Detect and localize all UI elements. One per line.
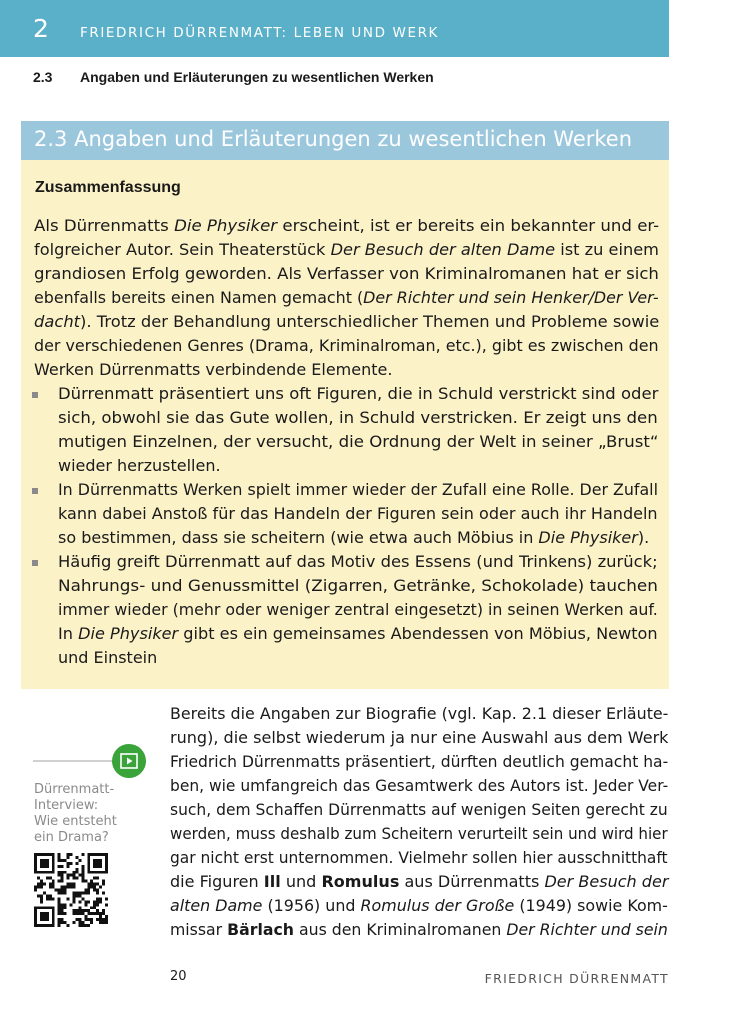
text-line: folgreicher Autor. Sein Theaterstück Der Besuch der alten Dame ist zu einem bbox=[34, 240, 659, 259]
text-line: alten Dame (1956) und Romulus der Große (1949) sowie Kom- bbox=[170, 896, 668, 915]
running-footer-title: FRIEDRICH DÜRRENMATT bbox=[484, 971, 669, 986]
text-line: sich, obwohl sie das Gute wollen, in Schuld verstricken. Er zeigt uns den bbox=[58, 408, 658, 427]
text-line: der verschiedenen Genres (Drama, Kriminalroman, etc.), gibt es zwischen den bbox=[34, 336, 659, 355]
text-line: die Figuren Ill und Romulus aus Dürrenmatts Der Besuch der bbox=[170, 872, 669, 891]
text-line: dacht). Trotz der Behandlung unterschiedlicher Themen und Probleme sowie bbox=[34, 312, 660, 331]
text-line: immer wieder (mehr oder weniger zentral eingesetzt) in seinen Werken auf. bbox=[58, 600, 658, 619]
text-line: Als Dürrenmatts Die Physiker erscheint, ist er bereits ein bekannter und er- bbox=[34, 216, 660, 235]
sidebar-caption-line: Dürrenmatt- bbox=[34, 782, 115, 797]
chapter-number: 2 bbox=[33, 14, 49, 43]
text-line: mutigen Einzelnen, der versucht, die Ordnung der Welt in seiner „Brust“ bbox=[58, 432, 659, 451]
bullet-marker bbox=[32, 560, 38, 566]
text-line: In Die Physiker gibt es ein gemeinsames Abendessen von Möbius, Newton bbox=[58, 624, 658, 643]
text-line: Bereits die Angaben zur Biografie (vgl. Kap. 2.1 dieser Erläute- bbox=[170, 704, 669, 723]
text-line: Dürrenmatt präsentiert uns oft Figuren, die in Schuld verstrickt sind oder bbox=[58, 384, 659, 403]
section-running-title: Angaben und Erläuterungen zu wesentlichen Werken bbox=[80, 69, 434, 85]
qr-code-icon[interactable] bbox=[34, 853, 108, 927]
text-line: gar nicht erst unternommen. Vielmehr sollen hier ausschnitthaft bbox=[170, 848, 668, 867]
sidebar-divider bbox=[33, 760, 120, 762]
text-line: wieder herzustellen. bbox=[58, 456, 221, 475]
text-line: Werken Dürrenmatts verbindende Elemente. bbox=[34, 360, 393, 379]
text-line: ben, wie umfangreich das Gesamtwerk des Autors ist. Jeder Ver- bbox=[170, 776, 669, 795]
sidebar-caption-line: Interview: bbox=[34, 798, 99, 813]
text-line: Friedrich Dürrenmatts präsentiert, dürften deutlich gemacht ha- bbox=[170, 752, 669, 771]
bullet-marker bbox=[32, 488, 38, 494]
text-line: kann dabei Anstoß für das Handeln der Figuren sein oder auch ihr Handeln bbox=[58, 504, 658, 523]
text-line: und Einstein bbox=[58, 648, 158, 667]
text-line: so bestimmen, dass sie scheitern (wie etwa auch Möbius in Die Physiker). bbox=[58, 528, 650, 547]
text-line: missar Bärlach aus den Kriminalromanen Der Richter und sein bbox=[170, 920, 668, 939]
sidebar-caption-line: Wie entsteht bbox=[34, 814, 117, 829]
text-line: ebenfalls bereits einen Namen gemacht (Der Richter und sein Henker/Der Ver- bbox=[34, 288, 659, 307]
video-play-icon[interactable] bbox=[112, 744, 146, 778]
text-line: In Dürrenmatts Werken spielt immer wieder der Zufall eine Rolle. Der Zufall bbox=[58, 480, 658, 499]
section-heading-bar bbox=[21, 121, 669, 160]
page-number: 20 bbox=[170, 969, 187, 984]
text-line: Nahrungs- und Genussmittel (Zigarren, Getränke, Schokolade) tauchen bbox=[58, 576, 658, 595]
summary-box bbox=[21, 160, 669, 689]
sidebar-caption-line: ein Drama? bbox=[34, 830, 109, 845]
bullet-marker bbox=[32, 392, 38, 398]
section-heading: 2.3 Angaben und Erläuterungen zu wesentlichen Werken bbox=[34, 127, 633, 151]
chapter-title: FRIEDRICH DÜRRENMATT: LEBEN UND WERK bbox=[80, 25, 440, 41]
text-line: rung), die selbst wiederum ja nur eine Auswahl aus dem Werk bbox=[170, 728, 669, 747]
text-line: werden, muss deshalb zum Scheitern verurteilt sein und wird hier bbox=[170, 824, 668, 843]
summary-heading: Zusammenfassung bbox=[35, 179, 181, 196]
text-line: such, dem Schaffen Dürrenmatts auf wenigen Seiten gerecht zu bbox=[170, 800, 668, 819]
text-line: Häufig greift Dürrenmatt auf das Motiv des Essens (und Trinkens) zurück; bbox=[58, 552, 658, 571]
text-line: grandiosen Erfolg geworden. Als Verfasser von Kriminalromanen hat er sich bbox=[34, 264, 659, 283]
chapter-header-bar bbox=[0, 0, 669, 57]
section-number: 2.3 bbox=[33, 69, 53, 85]
